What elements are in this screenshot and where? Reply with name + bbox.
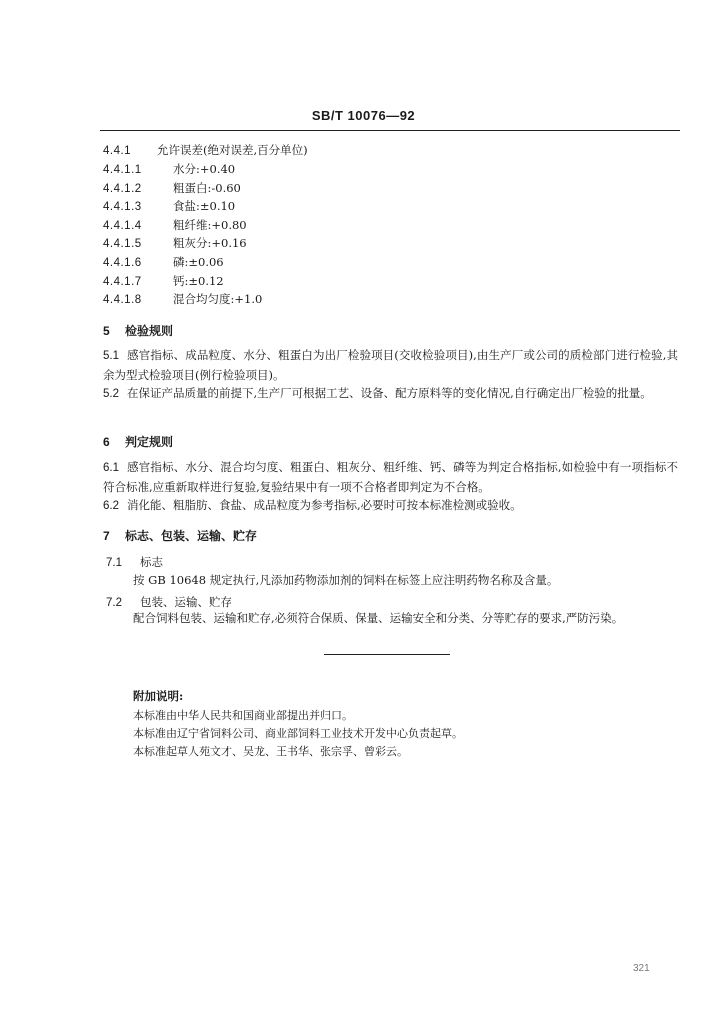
clause-text: 钙:±0.12: [173, 274, 224, 288]
clause-text: 粗蛋白:-0.60: [173, 181, 241, 195]
section-heading: [103, 433, 173, 450]
clause-text: 磷:±0.06: [173, 255, 224, 269]
clause-text: 在保证产品质量的前提下,生产厂可根据工艺、设备、配方原料等的变化情况,自行确定出厂检验的批量。: [127, 386, 652, 400]
tolerance-item: [103, 198, 235, 214]
clause-number: 4.4.1.3: [103, 201, 142, 213]
section-title: 检验规则: [125, 324, 174, 338]
section-title: 标志、包装、运输、贮存: [125, 529, 258, 543]
clause-title: 包装、运输、贮存: [140, 595, 232, 609]
subsection-heading: [106, 554, 163, 570]
clause-number: 4.4.1.7: [103, 276, 142, 288]
clause-text: 粗灰分:+0.16: [173, 236, 247, 250]
clause-number: 6.2: [103, 500, 119, 512]
clause-text: 允许误差(绝对误差,百分单位): [157, 143, 308, 157]
section-number: 6: [103, 435, 110, 449]
section-heading: [103, 527, 257, 544]
clause-number: 4.4.1.5: [103, 238, 142, 250]
page-number: 321: [633, 963, 650, 974]
subsection-text: 配合饲料包装、运输和贮存,必须符合保质、保量、运输安全和分类、分等贮存的要求,严防污染。: [133, 611, 624, 625]
tolerance-item: [103, 235, 247, 251]
note-line: 本标准由中华人民共和国商业部提出并归口。: [133, 709, 353, 722]
end-rule: [324, 654, 450, 655]
paragraph: [103, 346, 678, 385]
clause-text: 感官指标、成品粒度、水分、粗蛋白为出厂检验项目(交收检验项目),由生产厂或公司的质检部门进行检验,其余为型式检验项目(例行检验项目)。: [103, 348, 678, 382]
clause-number: 4.4.1.2: [103, 183, 142, 195]
clause-number: 4.4.1.8: [103, 294, 142, 306]
tolerance-heading: [103, 142, 308, 158]
clause-number: 4.4.1: [103, 145, 132, 157]
section-heading: [103, 322, 173, 339]
tolerance-item: [103, 291, 262, 307]
section-number: 5: [103, 324, 110, 338]
clause-text: 水分:+0.40: [173, 162, 236, 176]
clause-number: 5.2: [103, 388, 119, 400]
clause-number: 5.1: [103, 350, 119, 362]
clause-text: 食盐:±0.10: [173, 199, 236, 213]
clause-text: 消化能、粗脂肪、食盐、成品粒度为参考指标,必要时可按本标准检测或验收。: [127, 498, 522, 512]
section-number: 7: [103, 529, 110, 543]
clause-number: 4.4.1.6: [103, 257, 142, 269]
clause-title: 标志: [140, 555, 163, 569]
section-title: 判定规则: [125, 435, 174, 449]
clause-number: 6.1: [103, 462, 119, 474]
subsection-text: 按 GB 10648 规定执行,凡添加药物添加剂的饲料在标签上应注明药物名称及含量。: [133, 573, 559, 587]
clause-number: 7.2: [106, 597, 122, 609]
clause-text: 粗纤维:+0.80: [173, 218, 247, 232]
paragraph: [103, 384, 678, 404]
tolerance-item: [103, 180, 241, 196]
subsection-heading: [106, 594, 232, 610]
clause-text: 混合均匀度:+1.0: [173, 292, 263, 306]
note-line: 本标准由辽宁省饲料公司、商业部饲料工业技术开发中心负责起草。: [133, 727, 463, 740]
tolerance-item: [103, 161, 235, 177]
note-line: 本标准起草人苑文才、吴龙、王书华、张宗孚、曾彩云。: [133, 745, 408, 758]
clause-text: 感官指标、水分、混合均匀度、粗蛋白、粗灰分、粗纤维、钙、磷等为判定合格指标,如检验中有一项指标不符合标准,应重新取样进行复验,复验结果中有一项不合格者即判定为不合格。: [103, 460, 678, 494]
paragraph: [103, 458, 678, 497]
header-rule: [100, 130, 680, 131]
notes-title: 附加说明:: [133, 689, 184, 703]
tolerance-item: [103, 273, 224, 289]
clause-number: 7.1: [106, 557, 122, 569]
clause-number: 4.4.1.1: [103, 164, 142, 176]
tolerance-item: [103, 254, 224, 270]
clause-number: 4.4.1.4: [103, 220, 142, 232]
standard-code: SB/T 10076—92: [311, 108, 416, 123]
paragraph: [103, 496, 678, 516]
tolerance-item: [103, 217, 247, 233]
